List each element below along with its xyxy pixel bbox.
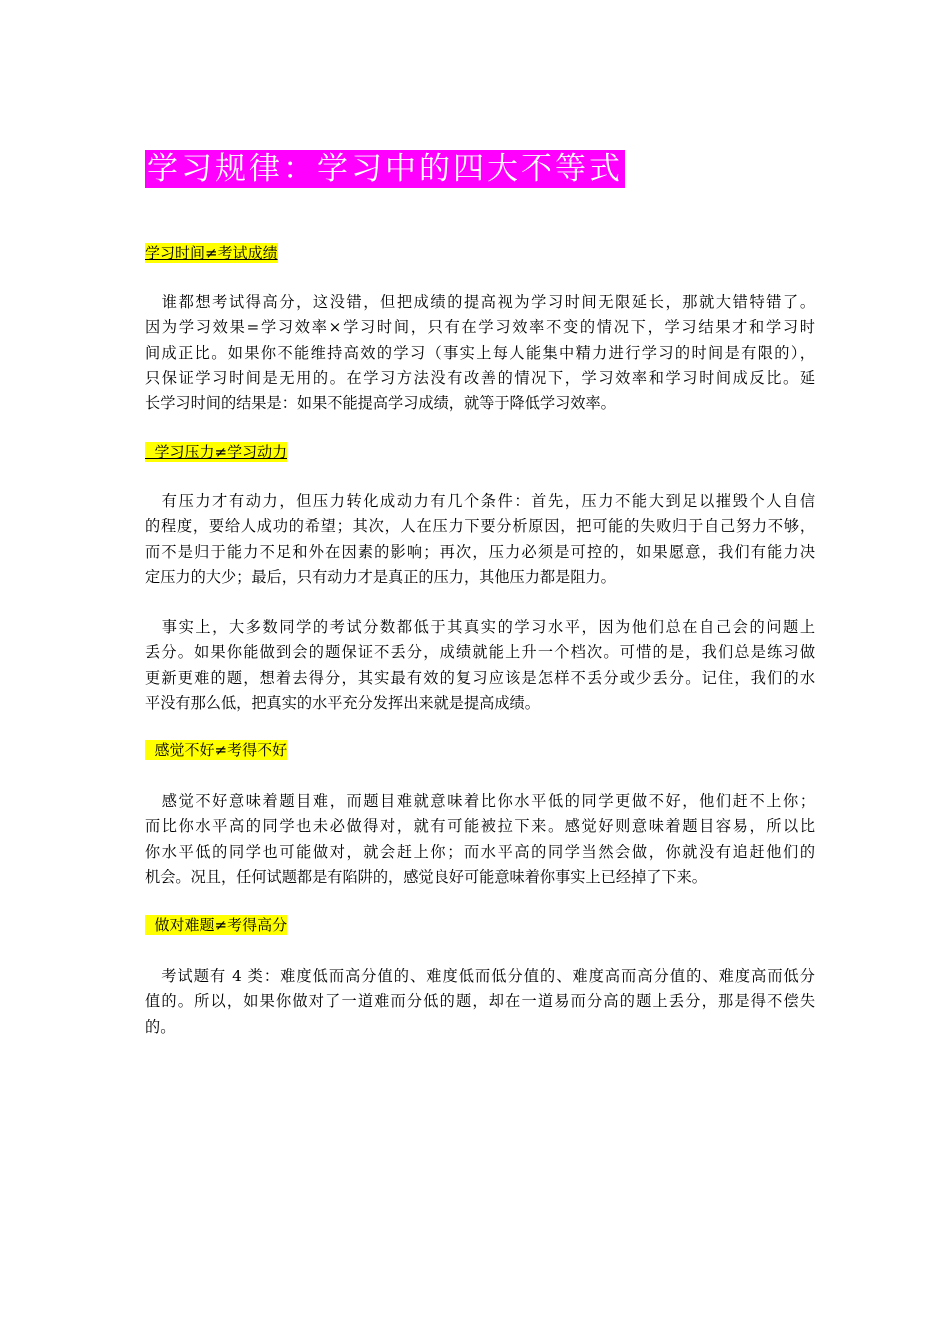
text-line: 只保证学习时间是无用的。在学习方法没有改善的情况下，学习效率和学习时间成反比。延 — [145, 368, 815, 387]
paragraph-feeling — [145, 789, 815, 890]
paragraph-study-pressure — [145, 489, 815, 590]
text-line: 而不是归于能力不足和外在因素的影响；再次，压力必须是可控的，如果愿意，我们有能力决 — [145, 542, 815, 561]
paragraph-study-time — [145, 290, 815, 416]
paragraph-exam-scores — [145, 615, 815, 716]
text-line: 的。 — [145, 1017, 176, 1036]
text-line: 因为学习效果=学习效率×学习时间，只有在学习效率不变的情况下，学习结果才和学习时 — [145, 318, 815, 337]
text-line: 丢分。如果你能做到会的题保证不丢分，成绩就能上升一个档次。可惜的是，我们总是练习做 — [145, 643, 815, 662]
page-title: 学习规律：学习中的四大不等式 — [147, 151, 623, 187]
section-heading-feeling: 感觉不好≠考得不好 — [145, 741, 288, 759]
text-line: 事实上，大多数同学的考试分数都低于其真实的学习水平，因为他们总在自己会的问题上 — [145, 618, 815, 636]
section-heading-study-pressure: 学习压力≠学习动力 — [145, 443, 288, 461]
text-line: 更新更难的题，想着去得分，其实最有效的复习应该是怎样不丢分或少丢分。记住，我们的水 — [145, 668, 815, 687]
text-line: 感觉不好意味着题目难，而题目难就意味着比你水平低的同学更做不好，他们赶不上你； — [145, 792, 815, 810]
text-line: 的程度，要给人成功的希望；其次，人在压力下要分析原因，把可能的失败归于自己努力不够， — [145, 517, 815, 536]
text-line: 平没有那么低，把真实的水平充分发挥出来就是提高成绩。 — [145, 693, 540, 712]
text-line: 长学习时间的结果是：如果不能提高学习成绩，就等于降低学习效率。 — [145, 394, 616, 413]
text-line: 谁都想考试得高分，这没错，但把成绩的提高视为学习时间无限延长，那就大错特错了。 — [145, 293, 815, 311]
text-line: 机会。况且，任何试题都是有陷阱的，感觉良好可能意味着你事实上已经掉了下来。 — [145, 867, 707, 886]
text-line: 考试题有 4 类：难度低而高分值的、难度低而低分值的、难度高而高分值的、难度高而低分 — [145, 967, 815, 985]
text-line: 值的。所以，如果你做对了一道难而分低的题，却在一道易而分高的题上丢分，那是得不偿失 — [145, 992, 815, 1011]
text-line: 间成正比。如果你不能维持高效的学习（事实上每人能集中精力进行学习的时间是有限的）， — [145, 343, 815, 362]
text-line: 定压力的大少；最后，只有动力才是真正的压力，其他压力都是阻力。 — [145, 567, 616, 586]
text-line: 而比你水平高的同学也未必做得对，就有可能被拉下来。感觉好则意味着题目容易，所以比 — [145, 817, 815, 836]
section-heading-hard-questions: 做对难题≠考得高分 — [145, 916, 288, 934]
text-line: 有压力才有动力，但压力转化成动力有几个条件：首先，压力不能大到足以摧毁个人自信 — [145, 492, 815, 510]
text-line: 你水平低的同学也可能做对，就会赶上你；而水平高的同学当然会做，你就没有追赶他们的 — [145, 842, 815, 861]
paragraph-hard-questions — [145, 964, 815, 1040]
section-heading-study-time: 学习时间≠考试成绩 — [145, 244, 278, 262]
